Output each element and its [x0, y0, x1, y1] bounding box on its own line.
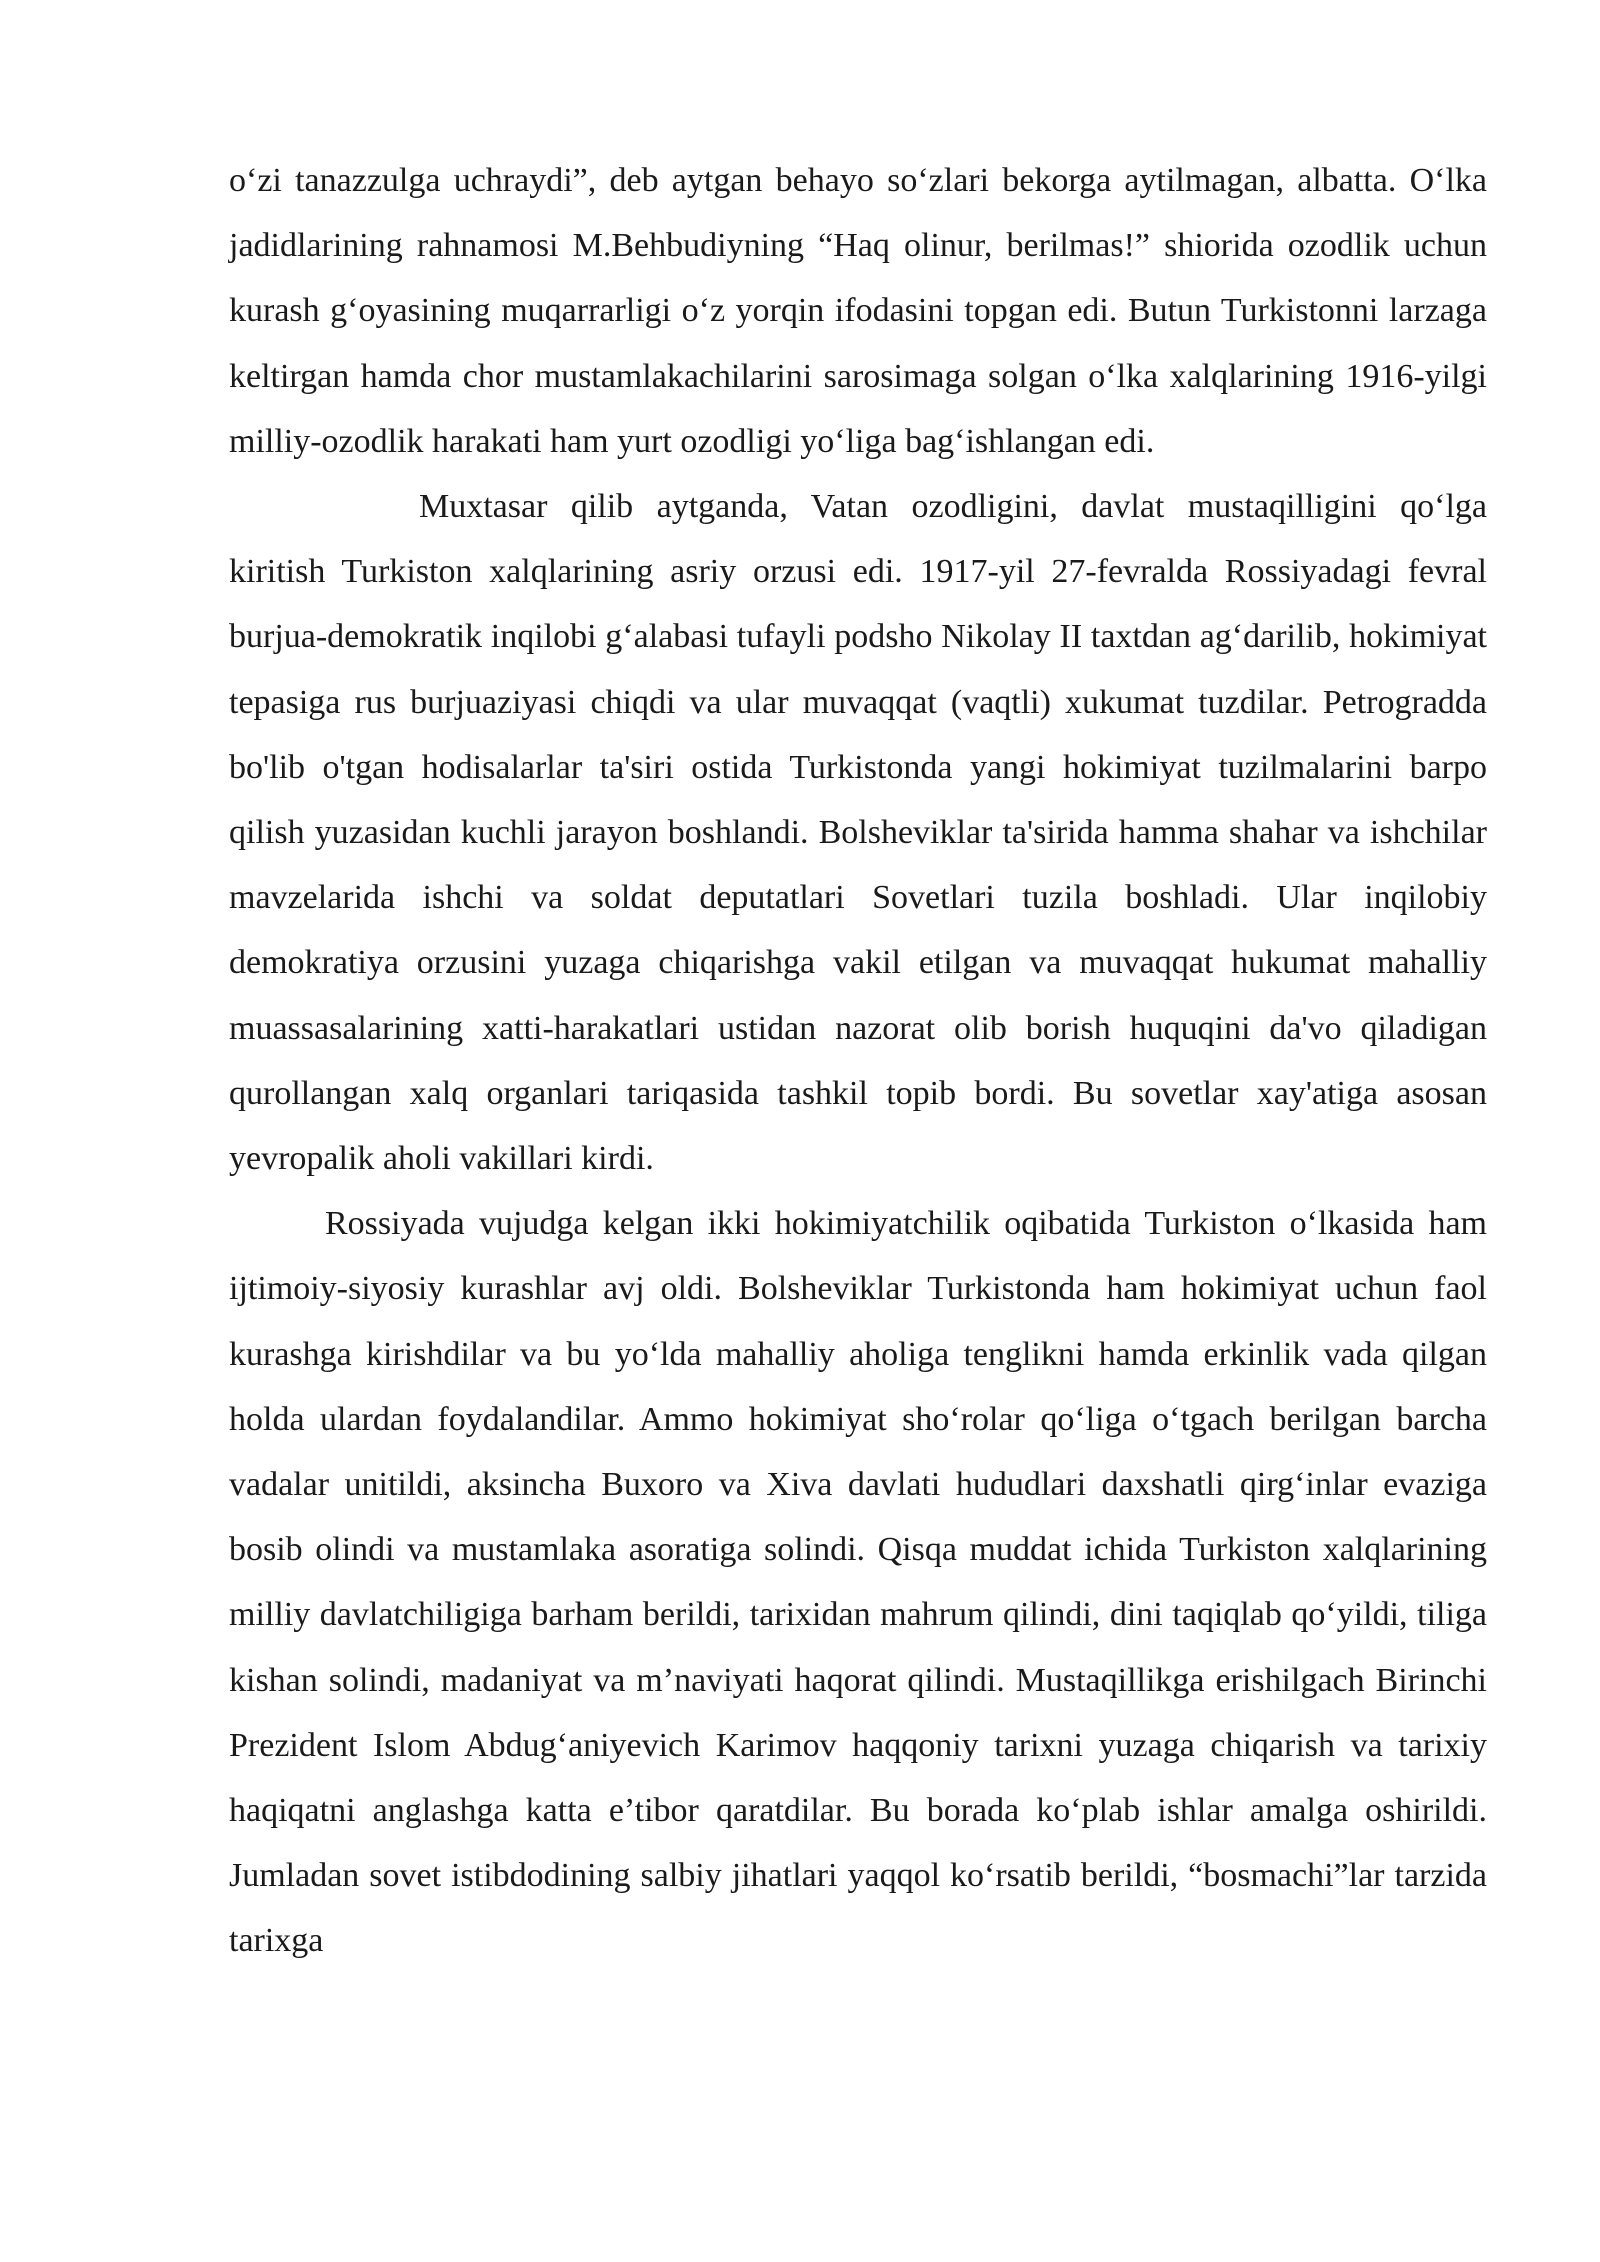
paragraph-continuation: o‘zi tanazzulga uchraydi”, deb aytgan behayo so‘zlari bekorga aytilmagan, albatta. O‘lka jadidlarining rahnamosi M.Behbudiyning “Haq olinur, berilmas!” shiorida ozodlik uchun kurash g‘oyasining muqarrarligi o‘z yorqin ifodasini topgan edi. Butun Turkistonni larzaga keltirgan hamda chor mustamlakachilarini sarosimaga solgan o‘lka xalqlarining 1916-yilgi milliy-ozodlik harakati ham yurt ozodligi yo‘liga bag‘ishlangan edi. — [229, 162, 1487, 460]
document-body — [229, 148, 1487, 1974]
paragraph-rossiyada: Rossiyada vujudga kelgan ikki hokimiyatchilik oqibatida Turkiston o‘lkasida ham ijtimoiy-siyosiy kurashlar avj oldi. Bolsheviklar Turkistonda ham hokimiyat uchun faol kurashga kirishdilar va bu yo‘lda mahalliy aholiga tenglikni hamda erkinlik vada qilgan holda ulardan foydalandilar. Ammo hokimiyat sho‘rolar qo‘liga o‘tgach berilgan barcha vadalar unitildi, aksincha Buxoro va Xiva davlati hududlari daxshatli qirg‘inlar evaziga bosib olindi va mustamlaka asoratiga solindi. Qisqa muddat ichida Turkiston xalqlarining milliy davlatchiligiga barham berildi, tarixidan mahrum qilindi, dini taqiqlab qo‘yildi, tiliga kishan solindi, madaniyat va m’naviyati haqorat qilindi. Mustaqillikga erishilgach Birinchi Prezident Islom Abdug‘aniyevich Karimov haqqoniy tarixni yuzaga chiqarish va tarixiy haqiqatni anglashga katta e’tibor qaratdilar. Bu borada ko‘plab ishlar amalga oshirildi. Jumladan sovet istibdodining salbiy jihatlari yaqqol ko‘rsatib berildi, “bosmachi”lar tarzida tarixga — [229, 1205, 1487, 1960]
paragraph-muxtasar: Muxtasar qilib aytganda, Vatan ozodligini, davlat mustaqilligini qo‘lga kiritish Turkiston xalqlarining asriy orzusi edi. 1917-yil 27-fevralda Rossiyadagi fevral burjua-demokratik inqilobi g‘alabasi tufayli podsho Nikolay II taxtdan ag‘darilib, hokimiyat tepasiga rus burjuaziyasi chiqdi va ular muvaqqat (vaqtli) xukumat tuzdilar. Petrogradda bo'lib o'tgan hodisalarlar ta'siri ostida Turkistonda yangi hokimiyat tuzilmalarini barpo qilish yuzasidan kuchli jarayon boshlandi. Bolsheviklar ta'sirida hamma shahar va ishchilar mavzelarida ishchi va soldat deputatlari Sovetlari tuzila boshladi. Ular inqilobiy demokratiya orzusini yuzaga chiqarishga vakil etilgan va muvaqqat hukumat mahalliy muassasalarining xatti-harakatlari ustidan nazorat olib borish huquqini da'vo qiladigan qurollangan xalq organlari tariqasida tashkil topib bordi. Bu sovetlar xay'atiga asosan yevropalik aholi vakillari kirdi. — [229, 488, 1487, 1178]
